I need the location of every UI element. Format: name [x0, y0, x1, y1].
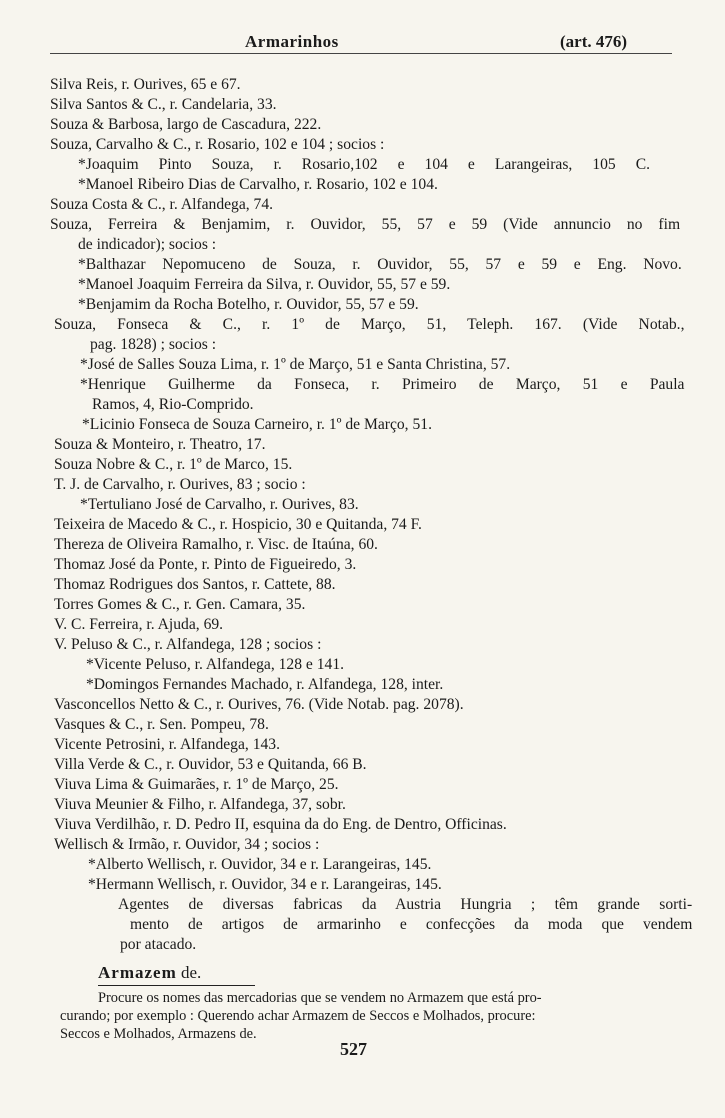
directory-entry-line: *Manoel Joaquim Ferreira da Silva, r. Ouvidor, 55, 57 e 59.	[78, 276, 451, 293]
directory-entry-line: Silva Reis, r. Ourives, 65 e 67.	[50, 76, 241, 93]
section-note-line: Seccos e Molhados, Armazens de.	[60, 1026, 257, 1042]
directory-entry-line: *Henrique Guilherme da Fonseca, r. Primeiro de Março, 51 e Paula	[80, 376, 685, 393]
directory-entry-line: Souza Nobre & C., r. 1º de Marco, 15.	[54, 456, 293, 473]
directory-entry-line: Souza & Barbosa, largo de Cascadura, 222.	[50, 116, 322, 133]
section-title: Armazem	[98, 963, 177, 982]
directory-entry-line: Thereza de Oliveira Ramalho, r. Visc. de Itaúna, 60.	[54, 536, 378, 553]
directory-entry-line: de indicador); socios :	[78, 236, 217, 253]
section-heading	[98, 963, 201, 983]
header-rule	[50, 53, 672, 54]
directory-entry-line: *Joaquim Pinto Souza, r. Rosario,102 e 104 e Larangeiras, 105 C.	[78, 156, 651, 173]
directory-entry-line: *José de Salles Souza Lima, r. 1º de Março, 51 e Santa Christina, 57.	[80, 356, 511, 373]
directory-entry-line: Souza Costa & C., r. Alfandega, 74.	[50, 196, 274, 213]
directory-entry-line: *Benjamim da Rocha Botelho, r. Ouvidor, 55, 57 e 59.	[78, 296, 419, 313]
directory-entry-line: Viuva Lima & Guimarães, r. 1º de Março, 25.	[54, 776, 339, 793]
directory-entry-line: *Vicente Peluso, r. Alfandega, 128 e 141.	[86, 656, 345, 673]
directory-entry-line: Souza, Fonseca & C., r. 1º de Março, 51, Teleph. 167. (Vide Notab.,	[54, 316, 685, 333]
page-header	[0, 30, 725, 54]
directory-entry-line: Thomaz José da Ponte, r. Pinto de Figueiredo, 3.	[54, 556, 357, 573]
directory-entry-line: Torres Gomes & C., r. Gen. Camara, 35.	[54, 596, 306, 613]
directory-entry-line: T. J. de Carvalho, r. Ourives, 83 ; socio :	[54, 476, 306, 493]
directory-entry-line: Agentes de diversas fabricas da Austria Hungria ; têm grande sorti-	[118, 896, 693, 913]
directory-entry-line: Viuva Verdilhão, r. D. Pedro II, esquina da do Eng. de Dentro, Officinas.	[54, 816, 507, 833]
directory-entry-line: Silva Santos & C., r. Candelaria, 33.	[50, 96, 277, 113]
page-number: 527	[340, 1039, 367, 1059]
directory-entry-line: Souza & Monteiro, r. Theatro, 17.	[54, 436, 266, 453]
directory-entry-line: V. Peluso & C., r. Alfandega, 128 ; socios :	[54, 636, 322, 653]
directory-entry-line: mento de artigos de armarinho e confecções da moda que vendem	[130, 916, 693, 933]
section-underline	[98, 985, 255, 986]
directory-entry-line: Ramos, 4, Rio-Comprido.	[92, 396, 254, 413]
directory-entry-line: Wellisch & Irmão, r. Ouvidor, 34 ; socios :	[54, 836, 320, 853]
directory-entry-line: *Tertuliano José de Carvalho, r. Ourives, 83.	[80, 496, 359, 513]
directory-entry-line: *Manoel Ribeiro Dias de Carvalho, r. Rosario, 102 e 104.	[78, 176, 438, 193]
directory-entry-line: *Hermann Wellisch, r. Ouvidor, 34 e r. Larangeiras, 145.	[88, 876, 442, 893]
section-note-line: curando; por exemplo : Querendo achar Armazem de Seccos e Molhados, procure:	[60, 1008, 536, 1024]
directory-entry-line: Thomaz Rodrigues dos Santos, r. Cattete, 88.	[54, 576, 336, 593]
directory-entry-line: Souza, Carvalho & C., r. Rosario, 102 e 104 ; socios :	[50, 136, 385, 153]
directory-entry-line: Souza, Ferreira & Benjamim, r. Ouvidor, 55, 57 e 59 (Vide annuncio no fim	[50, 216, 681, 233]
directory-entry-line: *Alberto Wellisch, r. Ouvidor, 34 e r. Larangeiras, 145.	[88, 856, 432, 873]
directory-entry-line: Villa Verde & C., r. Ouvidor, 53 e Quitanda, 66 B.	[54, 756, 367, 773]
directory-entry-line: *Balthazar Nepomuceno de Souza, r. Ouvidor, 55, 57 e 59 e Eng. Novo.	[78, 256, 682, 273]
directory-entry-line: Vasconcellos Netto & C., r. Ourives, 76. (Vide Notab. pag. 2078).	[54, 696, 464, 713]
header-title: Armarinhos	[245, 32, 339, 51]
directory-entry-line: pag. 1828) ; socios :	[90, 336, 217, 353]
directory-entry-line: *Licinio Fonseca de Souza Carneiro, r. 1º de Março, 51.	[82, 416, 432, 433]
header-article-reference: (art. 476)	[560, 32, 628, 51]
directory-entry-line: V. C. Ferreira, r. Ajuda, 69.	[54, 616, 224, 633]
directory-entry-line: Teixeira de Macedo & C., r. Hospicio, 30 e Quitanda, 74 F.	[54, 516, 422, 533]
directory-entry-line: Vasques & C., r. Sen. Pompeu, 78.	[54, 716, 269, 733]
section-title-suffix: de.	[176, 963, 202, 982]
section-note-line: Procure os nomes das mercadorias que se vendem no Armazem que está pro-	[98, 990, 542, 1006]
directory-entry-line: *Domingos Fernandes Machado, r. Alfandega, 128, inter.	[86, 676, 444, 693]
directory-entry-line: por atacado.	[120, 936, 197, 953]
directory-entry-line: Viuva Meunier & Filho, r. Alfandega, 37, sobr.	[54, 796, 346, 813]
directory-entry-line: Vicente Petrosini, r. Alfandega, 143.	[54, 736, 280, 753]
